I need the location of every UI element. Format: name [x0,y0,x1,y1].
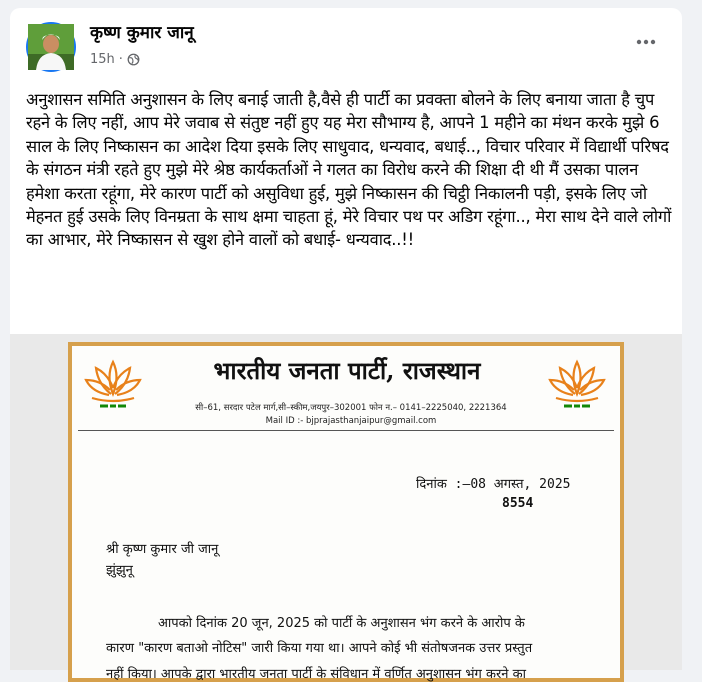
globe-icon[interactable] [127,53,140,66]
letter-body-line: कारण "कारण बताओ नोटिस" जारी किया गया था। आपने कोई भी संतोषजनक उत्तर प्रस्तुत [106,641,533,656]
recipient-name: श्री कृष्ण कुमार जी जानू [106,542,219,557]
letter-number: 8554 [502,496,534,511]
post-text: अनुशासन समिति अनुशासन के लिए बनाई जाती है,वैसे ही पार्टी का प्रवक्ता बोलने के लिए बनाया जाता है चुप रहने के लिए नहीं, आप मेरे जवाब से संतुष्ट नहीं हुए यह मेरा सौभाग्य है, आपने 1 महीने का मंथन करके मुझे 6 साल के लिए निष्कासन का आदेश दिया इसके लिए साधुवाद, धन्यवाद, बधाई.., विचार परिवार में विद्यार्थी परिषद के संगठन मंत्री रहते हुए मुझे मेरे श्रेष्ठ कार्यकर्ताओं ने गलत का विरोध करने की शिक्षा दी थी मैं उसका पालन हमेशा करता रहूंगा, मेरे कारण पार्टी को असुविधा हुई, मुझे निष्कासन की चिट्ठी निकालनी पड़ी, इसके लिए जो मेहनत हुई उसके लिए विनम्रता के साथ क्षमा चाहता हूं, मेरे विचार पथ पर अडिग रहूंगा.., मेरा साथ देने वाले लोगों का आभार, मेरे निष्कासन से खुश होने वालों को बधाई- धन्यवाद..!! [26,90,672,250]
avatar-image [28,24,74,70]
letter-body-line: आपको दिनांक 20 जून, 2025 को पार्टी के अनुशासन भंग करने के आरोप के [158,616,525,631]
letter-date: दिनांक :–08 अगस्त, 2025 [416,477,571,492]
letterhead-divider [78,430,614,431]
author-name[interactable]: कृष्ण कुमार जानू [90,23,194,43]
letterhead-address: सी–61, सरदार पटेल मार्ग,सी–स्कीम,जयपुर–302001 फोन न.– 0141–2225040, 2221364 [195,403,507,413]
letter-body-line: नहीं किया। आपके द्वारा भारतीय जनता पार्टी के संविधान में वर्णित अनुशासन भंग करने का [106,667,526,682]
recipient-place: झुंझुनू [106,563,133,578]
post-image[interactable] [10,334,682,682]
post-card [10,8,682,682]
more-options-icon [630,30,662,54]
letterhead-email: Mail ID :- bjprajasthanjaipur@gmail.com [265,416,437,426]
meta-separator: · [118,52,123,67]
post-time[interactable]: 15h [90,52,115,67]
lotus-logo-icon [548,358,606,414]
post-meta [90,52,140,67]
more-options-button[interactable] [630,30,662,54]
profile-avatar[interactable] [26,22,76,72]
letterhead-title: भारतीय जनता पार्टी, राजस्थान [213,356,481,385]
lotus-logo-icon [84,358,142,414]
letter-page [68,342,624,682]
